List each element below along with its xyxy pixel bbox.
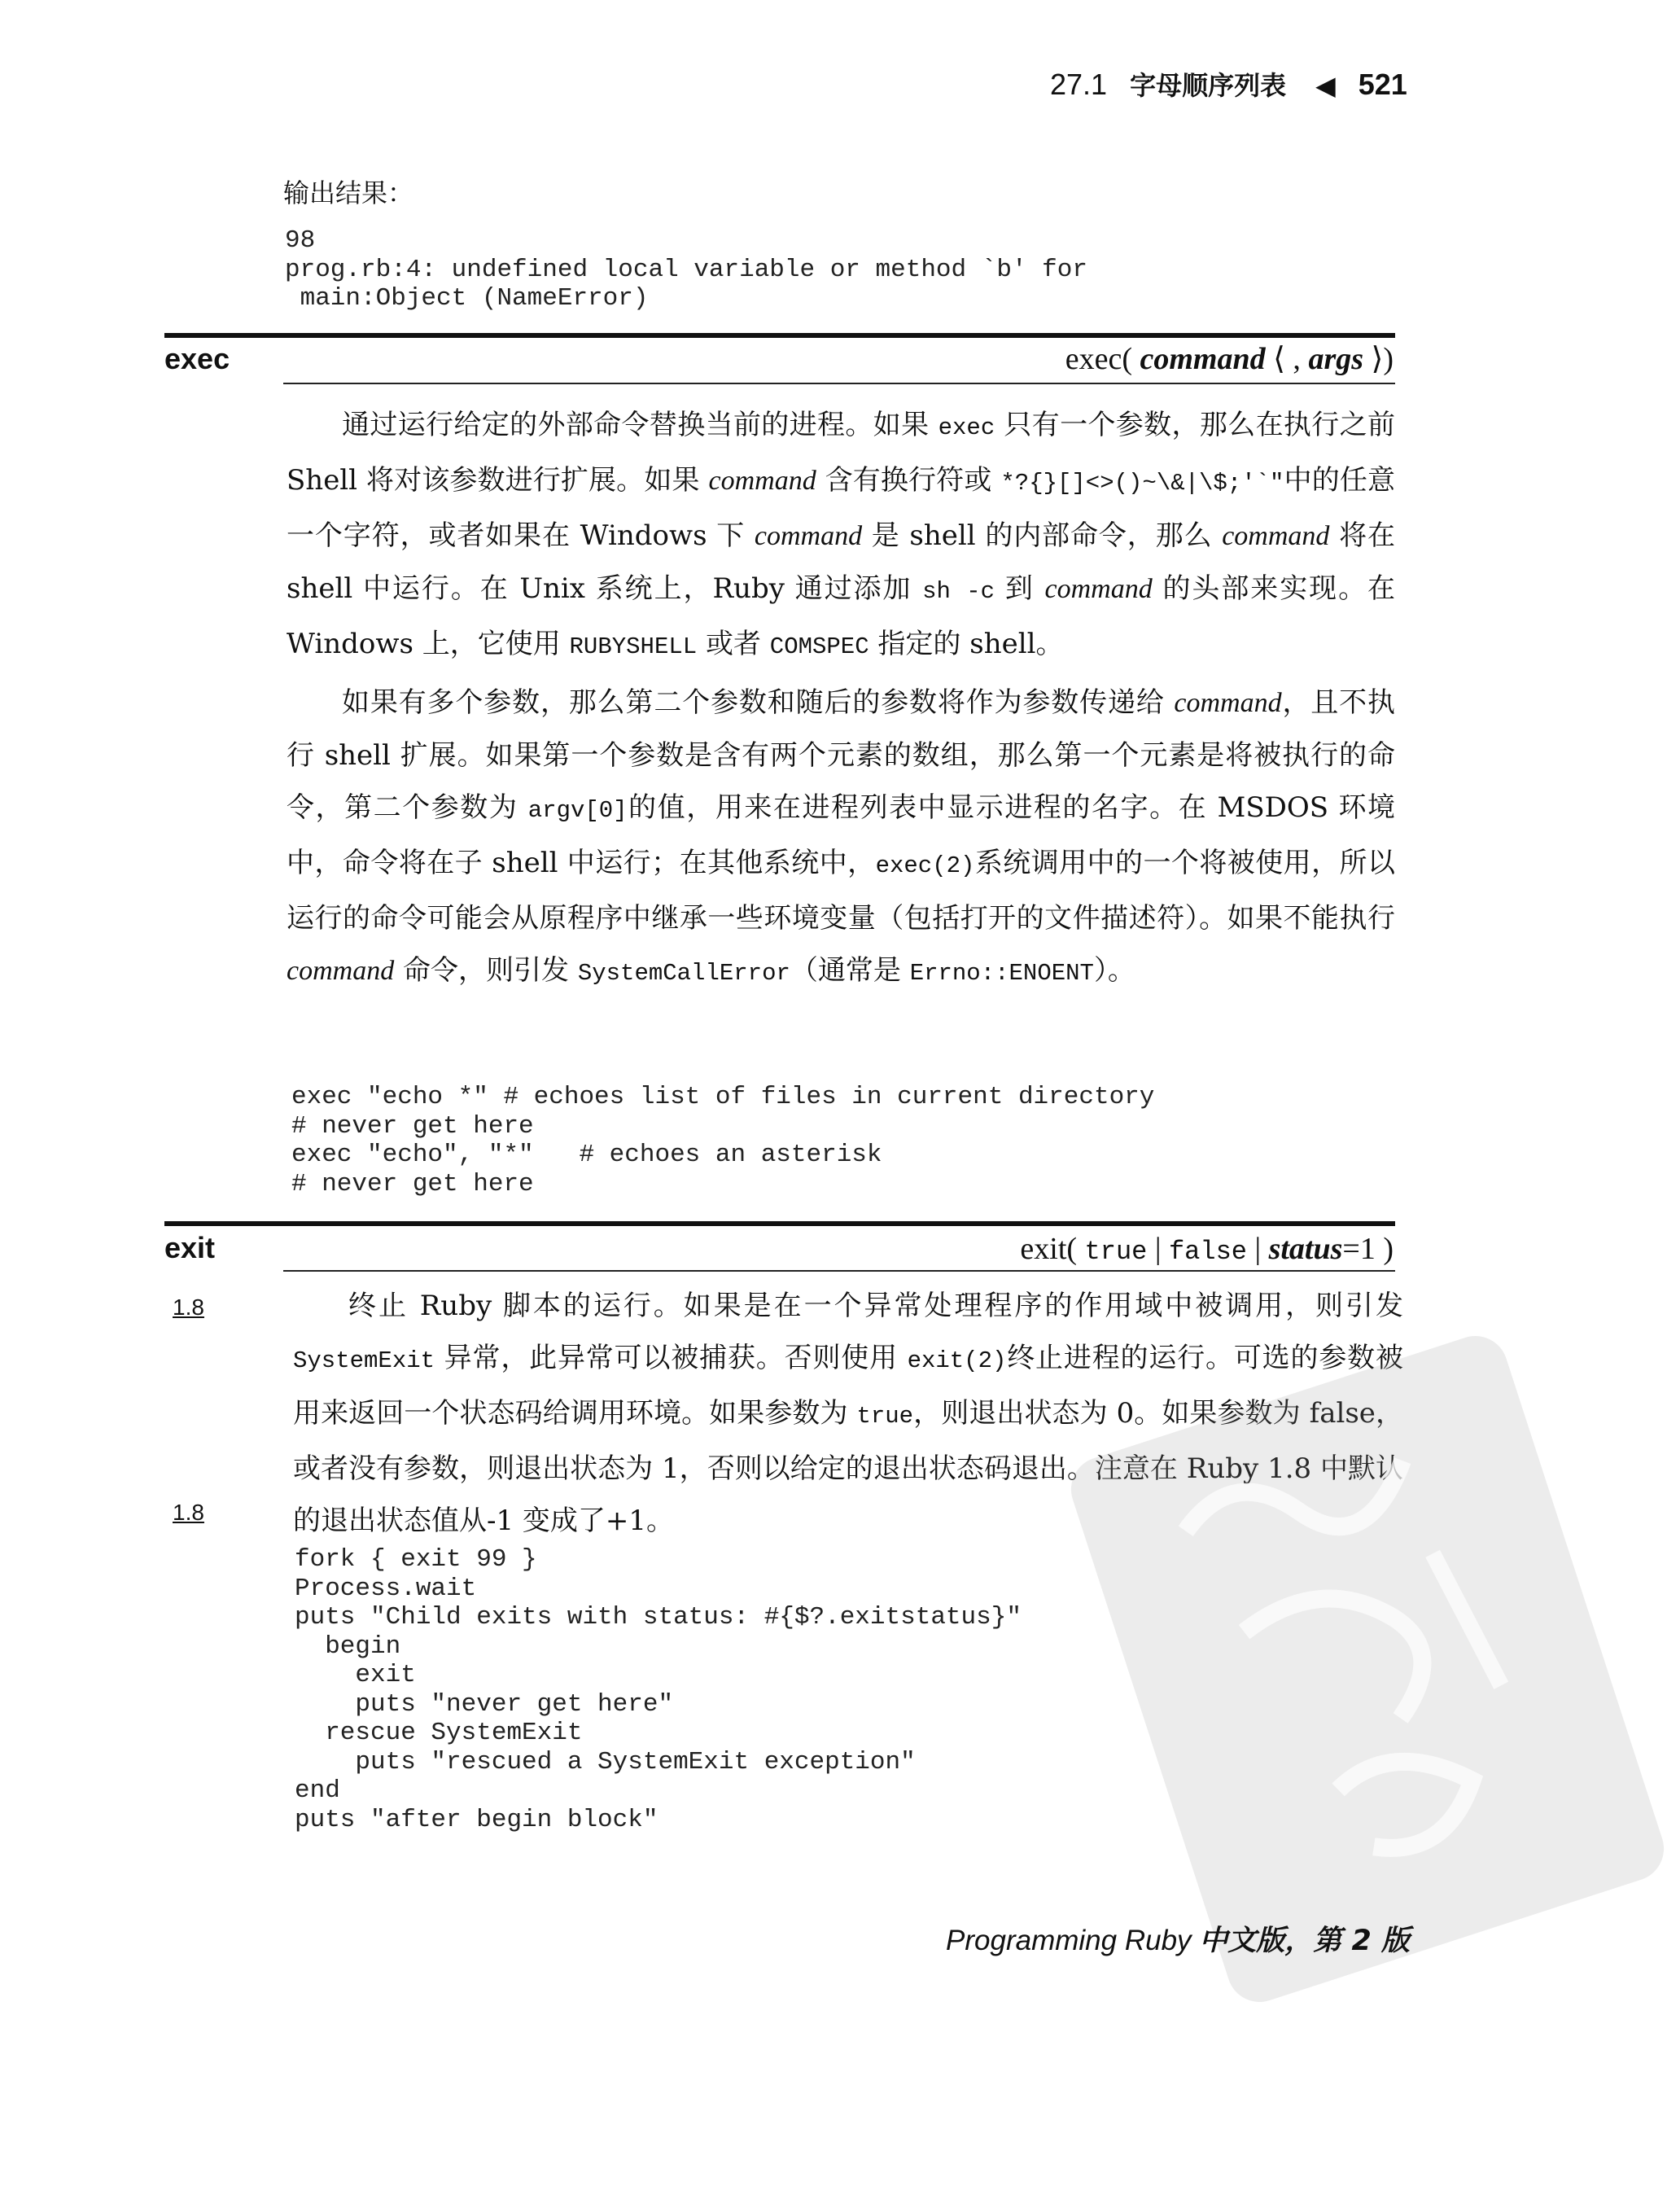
italic-term: command — [1174, 688, 1282, 718]
version-note: 1.8 — [173, 1500, 204, 1525]
text-run: 只有一个参数，那么在执行之前 Shell 将对该参数进行扩展。如果 — [287, 409, 1395, 497]
inline-code: RUBYSHELL — [569, 633, 698, 660]
paragraph — [287, 399, 1395, 673]
sig-param: status — [1268, 1232, 1343, 1266]
sig-value: false — [1168, 1237, 1247, 1267]
inline-code: Errno::ENOENT — [909, 960, 1094, 987]
sig-text: exec( — [1065, 342, 1140, 376]
inline-code: COMSPEC — [769, 633, 869, 660]
text-run: 指定的 shell。 — [869, 628, 1064, 660]
book-footer — [814, 1918, 1410, 1959]
italic-term: command — [287, 956, 395, 986]
text-run: 含有换行符或 — [816, 464, 1001, 497]
version-note: 1.8 — [173, 1294, 204, 1320]
text-run: 中的任意一个字符，或者如果在 Windows 下 — [287, 464, 1395, 552]
arrow-left-icon: ◀ — [1315, 71, 1336, 100]
signature-exec — [733, 340, 1394, 377]
text-run: 命令，则引发 — [394, 954, 578, 987]
inline-code: *?{}[]<>()~\&|\$;'`" — [1000, 470, 1284, 497]
text-run: ，且不执行 shell 扩展。如果第一个参数是含有两个元素的数组，那么第一个元素是将被执行的命令，第二个参数为 — [287, 686, 1396, 824]
inline-code: exec — [938, 414, 995, 441]
italic-term: command — [1044, 574, 1153, 604]
inline-code: argv[0] — [527, 797, 628, 824]
running-header — [1050, 65, 1457, 106]
sig-param: args — [1308, 342, 1364, 376]
text-run: 将在 shell 中运行。在 Unix 系统上，Ruby 通过添加 — [287, 519, 1396, 605]
sig-text: ⟨ , — [1265, 342, 1309, 376]
sig-text: ⟩) — [1363, 342, 1394, 376]
italic-term: command — [708, 466, 816, 496]
output-code: 98 prog.rb:4: undefined local variable or method `b' for main:Object (NameError) — [285, 226, 1087, 313]
exec-description — [287, 399, 1395, 1000]
sig-param: command — [1140, 342, 1266, 376]
text-run: 终止进程的运行。可选的参数被用来返回一个状态码给调用环境。如果参数为 — [293, 1342, 1403, 1430]
signature-exit — [733, 1231, 1394, 1267]
entry-rule-thick — [164, 333, 1395, 338]
inline-code: SystemCallError — [577, 960, 790, 987]
section-number: 27.1 — [1050, 68, 1108, 101]
paragraph — [287, 677, 1395, 1000]
text-run: 系统调用中的一个将被使用，所以运行的命令可能会从原程序中继承一些环境变量（包括打开的文件描述符）。如果不能执行 — [287, 847, 1395, 935]
sig-value: true — [1084, 1237, 1148, 1267]
sig-text: | — [1147, 1232, 1169, 1266]
text-run: ，则退出状态为 0。如果参数为 false，或者没有参数，则退出状态为 1，否则以给定的退出状态码退出。注意在 Ruby 1.8 中默认的退出状态值从-1 变成了+1。 — [293, 1397, 1403, 1537]
text-run: 是 shell 的内部命令，那么 — [862, 519, 1223, 552]
entry-rule-thin — [283, 383, 1395, 384]
inline-code: exec(2) — [875, 852, 975, 879]
text-run: 终止 Ruby 脚本的运行。如果是在一个异常处理程序的作用域中被调用，则引发 — [348, 1290, 1403, 1322]
sig-text: exit( — [1020, 1232, 1085, 1266]
text-run: 的头部来实现。在 Windows 上，它使用 — [287, 572, 1395, 660]
text-run: 到 — [995, 572, 1045, 605]
section-title: 字母顺序列表 — [1130, 70, 1287, 101]
inline-code: sh -c — [922, 578, 995, 605]
text-run: 或者 — [697, 628, 770, 660]
sig-text: =1 ) — [1342, 1232, 1394, 1266]
exec-code: exec "echo *" # echoes list of files in current directory # never get here exec "echo", "*" # echoes an asterisk # never get here — [291, 1083, 1155, 1198]
output-label: 输出结果： — [283, 177, 414, 208]
inline-code: true — [856, 1403, 914, 1430]
text-run: 异常，此异常可以被捕获。否则使用 — [435, 1342, 908, 1374]
italic-term: command — [1222, 521, 1330, 551]
italic-term: command — [754, 521, 863, 551]
inline-code: SystemExit — [293, 1347, 435, 1374]
entry-name-exit: exit — [164, 1231, 216, 1264]
text-run: （通常是 — [790, 954, 910, 987]
footer-title: Programming Ruby — [946, 1925, 1200, 1956]
text-run: 的值，用来在进程列表中显示进程的名字。在 MSDOS 环境中，命令将在子 shell 中运行；在其他系统中， — [287, 791, 1395, 879]
page-number: 521 — [1358, 68, 1407, 101]
text-run: ）。 — [1093, 954, 1135, 987]
footer-edition: 中文版，第 2 版 — [1199, 1925, 1410, 1957]
entry-rule-thick — [164, 1221, 1395, 1226]
entry-rule-thin — [283, 1270, 1395, 1272]
text-run: 通过运行给定的外部命令替换当前的进程。如果 — [342, 409, 939, 441]
inline-code: exit(2) — [907, 1347, 1007, 1374]
entry-name-exec: exec — [164, 342, 230, 375]
text-run: 如果有多个参数，那么第二个参数和随后的参数将作为参数传递给 — [342, 686, 1175, 719]
exit-code: fork { exit 99 } Process.wait puts "Child exits with status: #{$?.exitstatus}" begin exit puts "never get here" rescue SystemExit puts "rescued a SystemExit exception" end puts "after begin block" — [295, 1545, 1022, 1834]
sig-text: | — [1246, 1232, 1269, 1266]
